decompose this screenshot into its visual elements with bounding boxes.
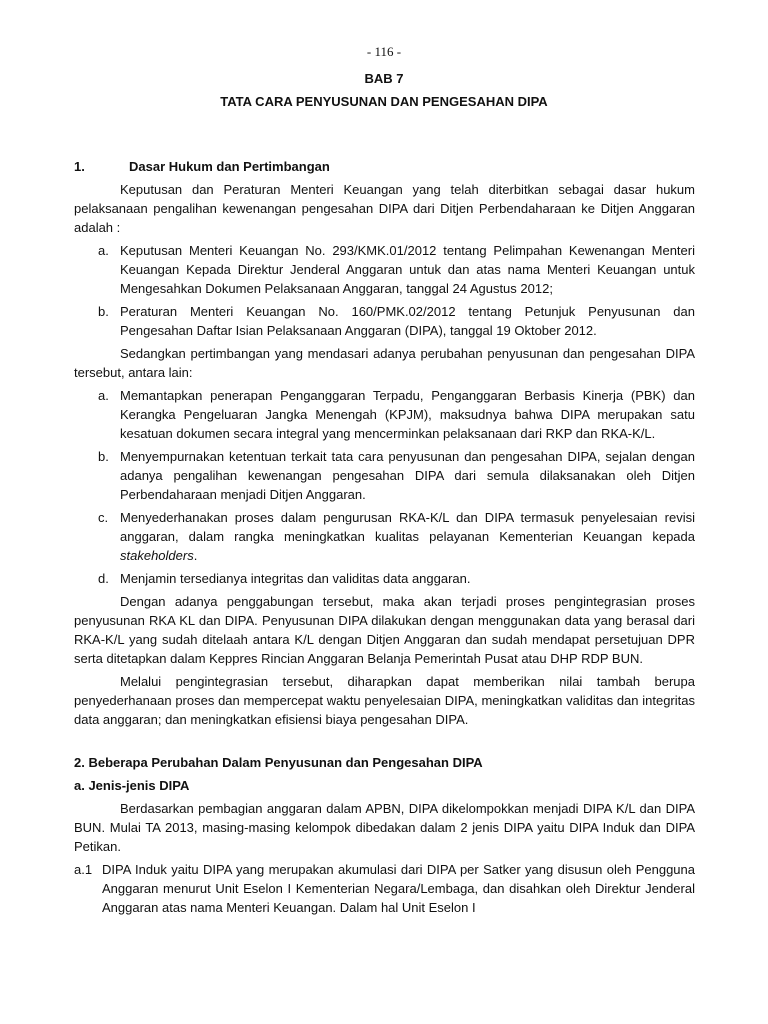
list-text: Keputusan Menteri Keuangan No. 293/KMK.01/2012 tentang Pelimpahan Kewenangan Menteri Keuangan Kepada Direktur Jenderal Anggaran untuk dan atas nama Menteri Keuangan untuk Mengesahkan Dokumen Pelaksanaan Anggaran, tanggal 24 Agustus 2012;: [120, 243, 695, 296]
list-marker: a.: [98, 243, 109, 258]
list-marker: a.1: [74, 862, 93, 877]
list-marker: b.: [98, 304, 109, 319]
paragraph: Sedangkan pertimbangan yang mendasari adanya perubahan penyusunan dan pengesahan DIPA tersebut, antara lain:: [74, 346, 695, 380]
chapter-title: TATA CARA PENYUSUNAN DAN PENGESAHAN DIPA: [220, 94, 548, 109]
list-item: [74, 860, 695, 917]
emphasis-text: stakeholders: [120, 548, 194, 563]
list-item: [98, 386, 695, 443]
section-number: 1.: [74, 159, 85, 174]
list-marker: d.: [98, 571, 109, 586]
paragraph: Berdasarkan pembagian anggaran dalam APBN, DIPA dikelompokkan menjadi DIPA K/L dan DIPA BUN. Mulai TA 2013, masing-masing kelompok dibedakan dalam 2 jenis DIPA yaitu DIPA Induk dan DIPA Petikan.: [74, 801, 695, 854]
section-1-heading: [74, 157, 695, 176]
list-text: Peraturan Menteri Keuangan No. 160/PMK.02/2012 tentang Petunjuk Penyusunan dan Pengesahan Daftar Isian Pelaksanaan Anggaran (DIPA), tanggal 19 Oktober 2012.: [120, 304, 695, 338]
list-text: Menyempurnakan ketentuan terkait tata cara penyusunan dan pengesahan DIPA, sejalan dengan adanya pengalihan kewenangan pengesahan DIPA dari semula dilaksanakan oleh Ditjen Perbendaharaan menjadi Ditjen Anggaran.: [120, 449, 695, 502]
list-text: Memantapkan penerapan Penganggaran Terpadu, Penganggaran Berbasis Kinerja (PBK) dan Kerangka Pengeluaran Jangka Menengah (KPJM), maksudnya bahwa DIPA merupakan satu kesatuan dokumen secara integral yang mencerminkan pelaksanaan dari RKP dan RKA-K/L.: [120, 388, 695, 441]
page-number: - 116 -: [366, 44, 402, 59]
list-item: [98, 508, 695, 565]
list-text-tail: .: [193, 548, 198, 563]
list-item: [98, 569, 695, 588]
chapter-label: BAB 7: [364, 71, 404, 86]
paragraph: Melalui pengintegrasian tersebut, diharapkan dapat memberikan nilai tambah berupa penyederhanaan proses dan mempercepat waktu penyelesaian DIPA, meningkatkan validitas dan integritas data anggaran; dan meningkatkan efisiensi biaya pengesahan DIPA.: [74, 674, 695, 727]
document-body: [74, 157, 695, 917]
list-marker: c.: [98, 510, 109, 525]
list-item: [98, 302, 695, 340]
list-marker: b.: [98, 449, 109, 464]
list-item: [98, 241, 695, 298]
list-text-main: Menyederhanakan proses dalam pengurusan RKA-K/L dan DIPA termasuk penyelesaian revisi anggaran, dalam rangka meningkatkan kualitas pelayanan Kementerian Keuangan kepada: [120, 510, 695, 544]
paragraph: Keputusan dan Peraturan Menteri Keuangan yang telah diterbitkan sebagai dasar hukum pelaksanaan pengalihan kewenangan pengesahan DIPA dari Ditjen Perbendaharaan ke Ditjen Anggaran adalah :: [74, 182, 695, 235]
list-text: DIPA Induk yaitu DIPA yang merupakan akumulasi dari DIPA per Satker yang disusun oleh Pengguna Anggaran menurut Unit Eselon I Kementerian Negara/Lembaga, dan disahkan oleh Direktur Jenderal Anggaran atas nama Menteri Keuangan. Dalam hal Unit Eselon I: [102, 862, 695, 915]
list-item: [98, 447, 695, 504]
section-title: Dasar Hukum dan Pertimbangan: [129, 159, 330, 174]
list-marker: a.: [98, 388, 109, 403]
list-text: [120, 508, 695, 565]
paragraph: Dengan adanya penggabungan tersebut, maka akan terjadi proses pengintegrasian proses penyusunan RKA KL dan DIPA. Penyusunan DIPA dilakukan dengan menggunakan data yang berasal dari RKA-K/L yang sudah ditelaah antara K/L dengan Ditjen Anggaran dan sudah mendapat persetujuan DPR serta ditetapkan dalam Keppres Rincian Anggaran Belanja Pemerintah Pusat atau DHP RDP BUN.: [74, 594, 695, 666]
subsection-heading: a. Jenis-jenis DIPA: [74, 778, 190, 793]
section-2-heading: 2. Beberapa Perubahan Dalam Penyusunan dan Pengesahan DIPA: [74, 755, 483, 770]
list-text: Menjamin tersedianya integritas dan validitas data anggaran.: [120, 571, 471, 586]
